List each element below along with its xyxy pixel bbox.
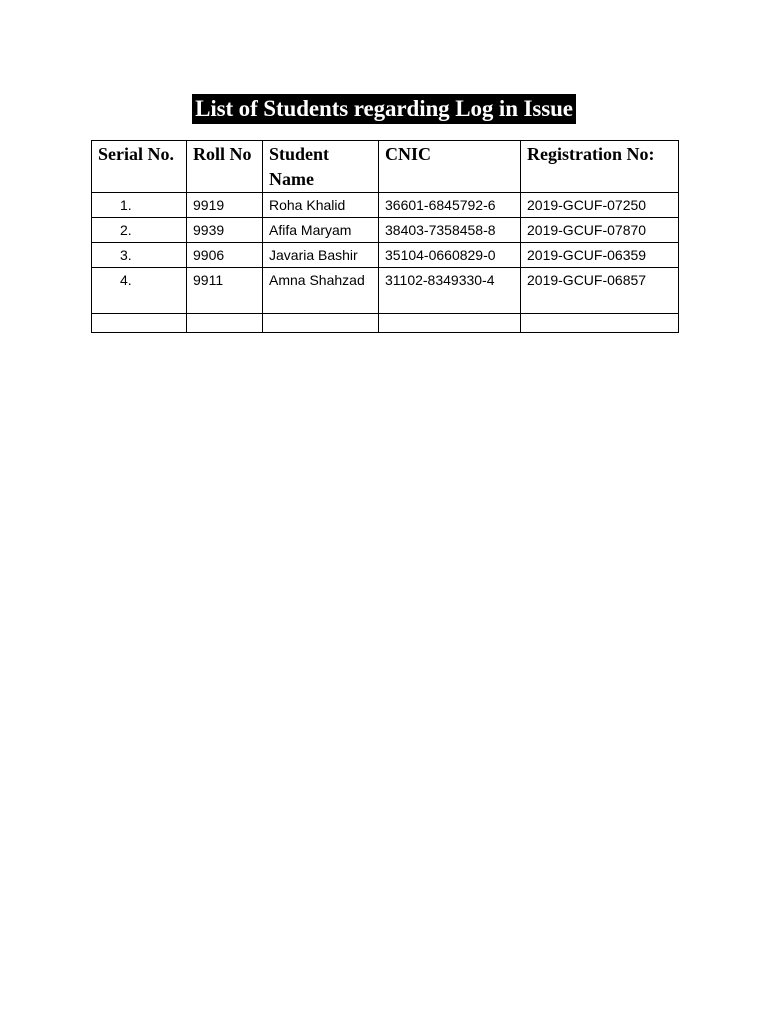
- page-title: List of Students regarding Log in Issue: [192, 94, 576, 124]
- header-registration: Registration No:: [521, 141, 679, 193]
- header-name: Student Name: [263, 141, 379, 193]
- empty-cell: [187, 314, 263, 333]
- cell-registration: 2019-GCUF-06359: [521, 243, 679, 268]
- table-row: [92, 243, 679, 268]
- cell-serial: 2.: [92, 218, 187, 243]
- cell-cnic: 36601-6845792-6: [379, 193, 521, 218]
- empty-cell: [379, 314, 521, 333]
- cell-name: Roha Khalid: [263, 193, 379, 218]
- cell-name: Amna Shahzad: [263, 268, 379, 314]
- empty-cell: [92, 314, 187, 333]
- cell-serial: 3.: [92, 243, 187, 268]
- cell-registration: 2019-GCUF-07250: [521, 193, 679, 218]
- cell-cnic: 35104-0660829-0: [379, 243, 521, 268]
- cell-roll: 9939: [187, 218, 263, 243]
- header-cnic: CNIC: [379, 141, 521, 193]
- cell-roll: 9906: [187, 243, 263, 268]
- cell-serial: 4.: [92, 268, 187, 314]
- cell-cnic: 31102-8349330-4: [379, 268, 521, 314]
- empty-table-row: [92, 314, 679, 333]
- cell-registration: 2019-GCUF-07870: [521, 218, 679, 243]
- table-row: [92, 218, 679, 243]
- cell-name: Afifa Maryam: [263, 218, 379, 243]
- header-serial: Serial No.: [92, 141, 187, 193]
- empty-cell: [263, 314, 379, 333]
- cell-serial: 1.: [92, 193, 187, 218]
- title-container: [0, 94, 768, 124]
- cell-roll: 9911: [187, 268, 263, 314]
- cell-roll: 9919: [187, 193, 263, 218]
- empty-cell: [521, 314, 679, 333]
- cell-cnic: 38403-7358458-8: [379, 218, 521, 243]
- header-roll: Roll No: [187, 141, 263, 193]
- cell-registration: 2019-GCUF-06857: [521, 268, 679, 314]
- cell-name: Javaria Bashir: [263, 243, 379, 268]
- table-header-row: [92, 141, 679, 193]
- table-row: [92, 193, 679, 218]
- students-table: [91, 140, 679, 333]
- table-row: [92, 268, 679, 314]
